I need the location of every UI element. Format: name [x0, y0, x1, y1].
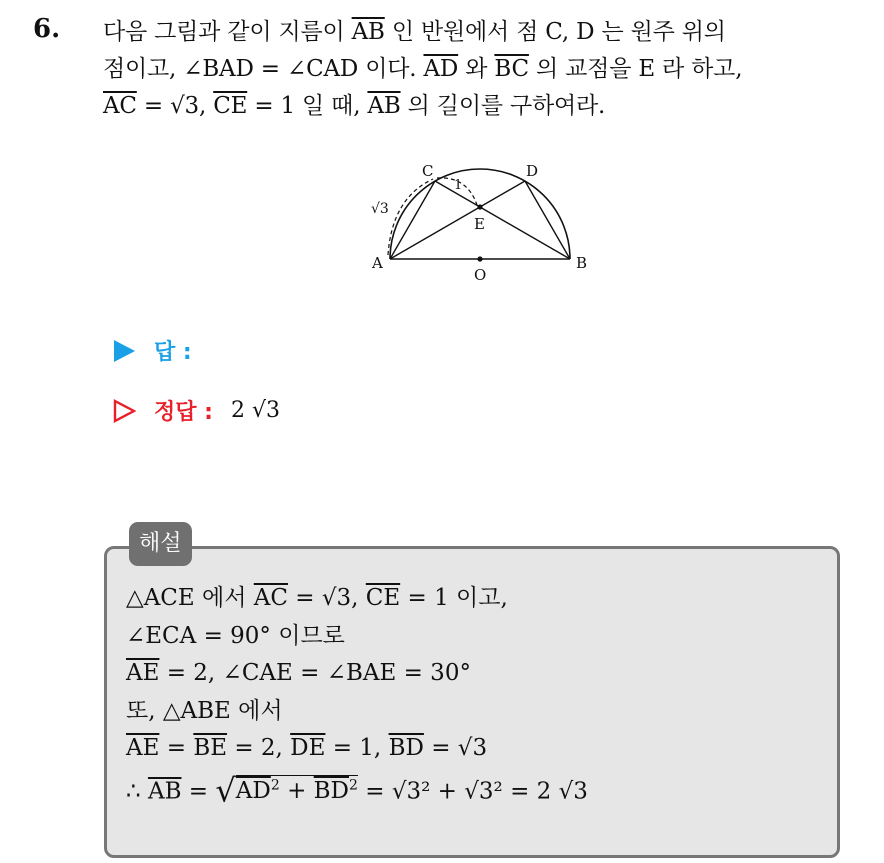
- equals-sign: =: [188, 778, 209, 805]
- text-segment: 점이고, ∠BAD = ∠CAD 이다.: [103, 56, 424, 82]
- segment-bd: $\overline{BD}$: [388, 735, 424, 761]
- problem-line: [103, 14, 873, 51]
- text-segment: △ACE 에서: [126, 585, 254, 611]
- solution-line: [126, 618, 588, 656]
- segment-ac: $\overline{AC}$: [253, 585, 288, 611]
- segment-ad: AD: [235, 778, 271, 805]
- segment-bc: $\overline{BC}$: [494, 56, 529, 82]
- segment-bd: $\overline{BD}$: [313, 778, 349, 805]
- segment-ce: $\overline{CE}$: [365, 585, 401, 611]
- solution-final-line: [126, 768, 588, 810]
- solution-line: [126, 580, 588, 618]
- correct-answer-row: [112, 395, 280, 426]
- text-segment: = 1 이고,: [400, 585, 508, 611]
- segment-de: $\overline{DE}$: [290, 735, 326, 761]
- segment-ab: $\overline{AB}$: [351, 19, 385, 45]
- correct-answer-label: 정답 :: [154, 400, 213, 425]
- exponent: 2: [270, 777, 280, 794]
- equals-sign: =: [365, 778, 385, 805]
- plus-sign: +: [287, 778, 307, 805]
- segment-ac: $\overline{AC}$: [103, 93, 137, 119]
- problem-line: [103, 51, 873, 88]
- final-result: = 2 √3: [510, 778, 588, 805]
- chord-ac: [390, 181, 435, 259]
- radical-expression: √3² + √3²: [391, 778, 503, 805]
- text-segment: 인 반원에서 점 C, D 는 원주 위의: [384, 19, 726, 45]
- label-point-b: B: [576, 254, 588, 272]
- segment-ad: $\overline{AD}$: [423, 56, 459, 82]
- text-segment: = √3: [423, 735, 488, 761]
- correct-triangle-outline-icon: [112, 399, 136, 423]
- semicircle-figure: [362, 158, 602, 293]
- semicircle-arc: [390, 169, 570, 259]
- segment-ae: $\overline{AE}$: [126, 660, 160, 686]
- label-point-c: C: [422, 162, 434, 180]
- radicand: [236, 775, 358, 804]
- segment-ce: $\overline{CE}$: [213, 93, 248, 119]
- therefore-symbol: ∴: [126, 778, 141, 805]
- point-e-dot: [477, 204, 482, 209]
- answer-row: [112, 335, 192, 366]
- answer-label: 답 :: [154, 340, 192, 365]
- exponent: 2: [349, 777, 358, 794]
- text-segment: 와: [458, 56, 495, 82]
- text-segment: 의 교점을 E 라 하고,: [528, 56, 743, 82]
- segment-ab: $\overline{AB}$: [147, 778, 182, 805]
- segment-be: $\overline{BE}$: [193, 735, 228, 761]
- solution-line: [126, 655, 588, 693]
- text-segment: = √3,: [287, 585, 366, 611]
- text-segment: 의 길이를 구하여라.: [400, 93, 606, 119]
- label-ac-length: √3: [371, 201, 389, 217]
- text-segment: =: [159, 735, 194, 761]
- problem-text: [103, 14, 873, 125]
- solution-line: [126, 730, 588, 768]
- label-ce-length: 1: [454, 178, 463, 193]
- text-segment: = √3,: [136, 93, 214, 119]
- text-segment: = 1,: [325, 735, 389, 761]
- segment-ae: $\overline{AE}$: [126, 735, 160, 761]
- text-segment: = 2, ∠CAE = ∠BAE = 30°: [159, 660, 471, 686]
- text-segment: = 1 일 때,: [247, 93, 368, 119]
- text-segment: 다음 그림과 같이 지름이: [103, 19, 352, 45]
- label-point-d: D: [526, 162, 539, 180]
- correct-answer-value: 2 √3: [230, 398, 280, 423]
- question-number: 6.: [33, 14, 61, 44]
- answer-triangle-icon: [112, 339, 136, 363]
- point-o-dot: [477, 256, 482, 261]
- text-segment: = 2,: [227, 735, 291, 761]
- label-point-a: A: [372, 254, 383, 272]
- solution-text: [126, 580, 588, 810]
- label-point-o: O: [474, 266, 487, 284]
- segment-ab: $\overline{AB}$: [367, 93, 401, 119]
- text-segment: ∠ECA = 90° 이므로: [126, 622, 345, 649]
- solution-line: [126, 693, 588, 731]
- chord-bd: [525, 181, 570, 259]
- radical-sign: √: [215, 771, 236, 810]
- dashed-arc-ac: [388, 179, 433, 255]
- solution-tab: 해설: [129, 522, 192, 566]
- problem-line: [103, 88, 873, 125]
- text-segment: 또, △ABE 에서: [126, 697, 283, 724]
- label-point-e: E: [474, 215, 485, 233]
